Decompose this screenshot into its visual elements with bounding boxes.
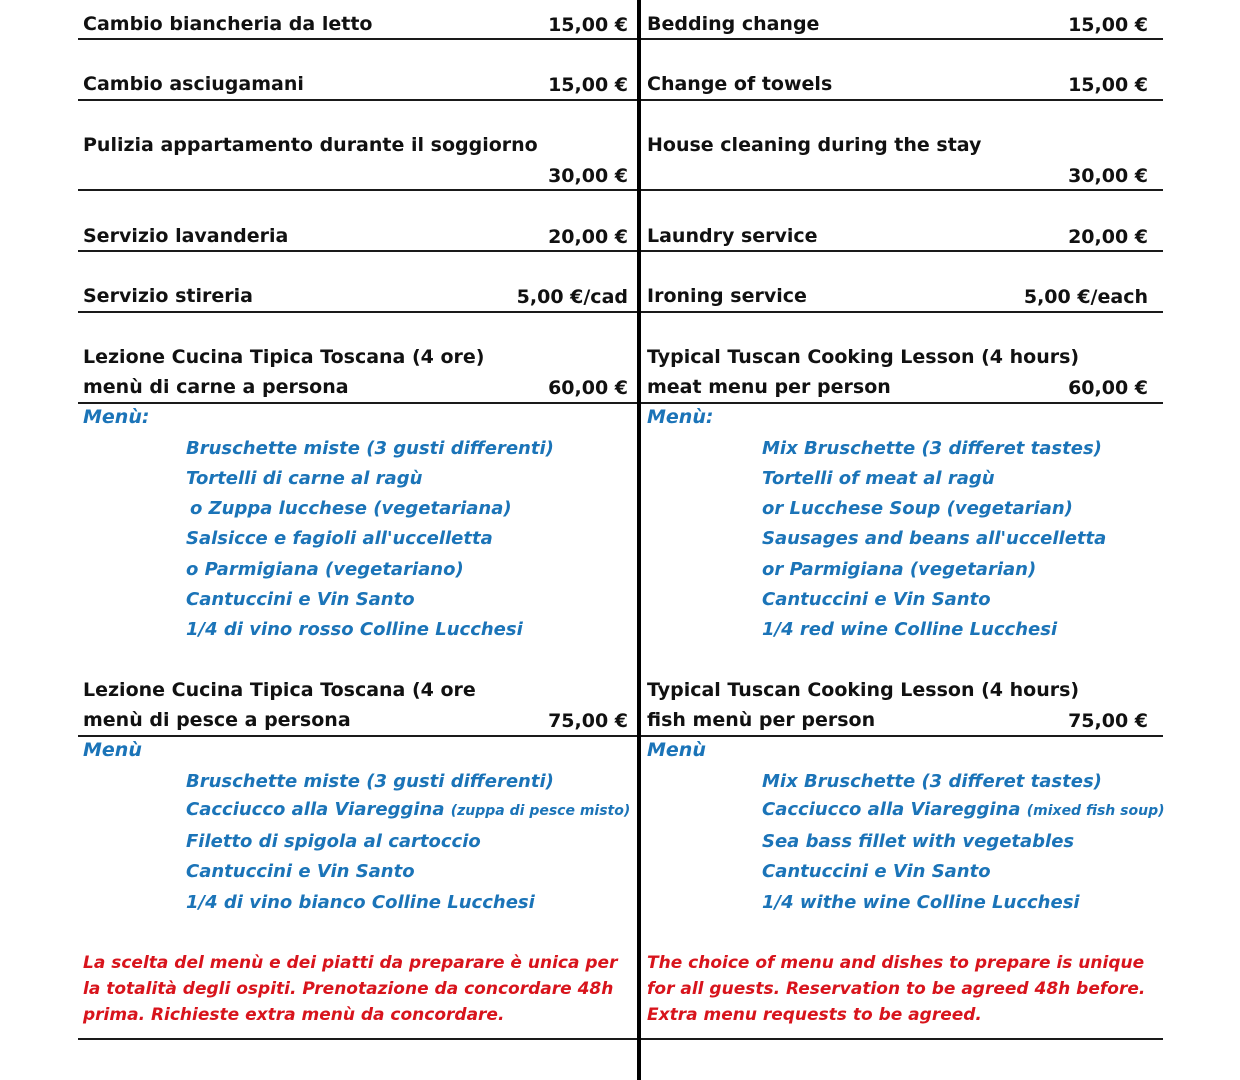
row-divider [641,735,1163,737]
towels-label-it: Cambio asciugamani [83,73,304,95]
fish-lesson-sub-it: menù di pesce a persona [83,709,351,731]
row-divider [78,1038,637,1040]
laundry-price-en: 20,00 € [1068,226,1148,248]
menu-item: Filetto di spigola al cartoccio [186,831,481,852]
row-divider [641,38,1163,40]
meat-lesson-price-it: 60,00 € [548,377,628,399]
menu-item: Sausages and beans all'uccelletta [762,528,1107,549]
menu-item-text: Cacciucco alla Viareggina [762,799,1021,820]
row-divider [78,38,637,40]
meat-lesson-sub-it: menù di carne a persona [83,376,349,398]
note-it: La scelta del menù e dei piatti da preparare è unica per la totalità degli ospiti. Prenotazione da concordare 48h prima. Richieste extra menù da concordare. [83,953,618,1025]
row-divider [641,250,1163,252]
row-divider [641,1038,1163,1040]
cleaning-label-en: House cleaning during the stay [647,134,982,156]
menu-item: 1/4 di vino bianco Colline Lucchesi [186,892,535,913]
bedding-label-it: Cambio biancheria da letto [83,13,373,35]
laundry-label-en: Laundry service [647,225,818,247]
row-divider [78,402,637,404]
laundry-price-it: 20,00 € [548,226,628,248]
laundry-label-it: Servizio lavanderia [83,225,289,247]
row-divider [78,189,637,191]
note-en: The choice of menu and dishes to prepare is unique for all guests. Reservation to be agreed 48h before. Extra menu requests to be agreed. [647,953,1146,1025]
menu-item: 1/4 withe wine Colline Lucchesi [762,892,1080,913]
fish-lesson-title-it: Lezione Cucina Tipica Toscana (4 ore [83,679,476,701]
bedding-price-en: 15,00 € [1068,14,1148,36]
meat-lesson-sub-en: meat menu per person [647,376,891,398]
menu-item [186,798,630,823]
menu-item: Tortelli di carne al ragù [186,468,423,489]
towels-price-en: 15,00 € [1068,74,1148,96]
cleaning-price-en: 30,00 € [1068,165,1148,187]
menu-item: 1/4 red wine Colline Lucchesi [762,619,1058,640]
cleaning-label-it: Pulizia appartamento durante il soggiorno [83,134,538,156]
menu-item-note: (mixed fish soup) [1026,803,1165,819]
fish-lesson-price-en: 75,00 € [1068,710,1148,732]
column-divider [637,0,641,1080]
menu-item: Bruschette miste (3 gusti differenti) [186,438,554,459]
fish-menu-label-en: Menù [647,739,706,761]
fish-menu-label-it: Menù [83,739,142,761]
menu-item: Salsicce e fagioli all'uccelletta [186,528,493,549]
menu-item: or Lucchese Soup (vegetarian) [762,498,1073,519]
menu-item: o Zuppa lucchese (vegetariana) [190,498,512,519]
ironing-label-en: Ironing service [647,285,807,307]
meat-lesson-price-en: 60,00 € [1068,377,1148,399]
menu-item: Sea bass fillet with vegetables [762,831,1075,852]
menu-item: 1/4 di vino rosso Colline Lucchesi [186,619,523,640]
menu-item: o Parmigiana (vegetariano) [186,559,464,580]
menu-item: Cantuccini e Vin Santo [186,589,415,610]
ironing-label-it: Servizio stireria [83,285,253,307]
row-divider [78,311,637,313]
menu-item [762,798,1165,823]
menu-item: Mix Bruschette (3 differet tastes) [762,771,1102,792]
menu-item: Bruschette miste (3 gusti differenti) [186,771,554,792]
menu-item: Tortelli of meat al ragù [762,468,995,489]
row-divider [641,402,1163,404]
meat-menu-label-en: Menù: [647,406,714,428]
row-divider [641,311,1163,313]
menu-item: Cantuccini e Vin Santo [762,589,991,610]
fish-lesson-price-it: 75,00 € [548,710,628,732]
menu-item-text: Cacciucco alla Viareggina [186,799,445,820]
row-divider [641,99,1163,101]
fish-lesson-sub-en: fish menù per person [647,709,876,731]
ironing-price-it: 5,00 €/cad [516,286,628,308]
menu-item: or Parmigiana (vegetarian) [762,559,1037,580]
towels-label-en: Change of towels [647,73,833,95]
fish-lesson-title-en: Typical Tuscan Cooking Lesson (4 hours) [647,679,1080,701]
row-divider [78,735,637,737]
menu-item-note: (zuppa di pesce misto) [450,803,631,819]
row-divider [641,189,1163,191]
ironing-price-en: 5,00 €/each [1023,286,1148,308]
row-divider [78,99,637,101]
menu-item: Mix Bruschette (3 differet tastes) [762,438,1102,459]
meat-lesson-title-it: Lezione Cucina Tipica Toscana (4 ore) [83,346,485,368]
menu-item: Cantuccini e Vin Santo [762,861,991,882]
towels-price-it: 15,00 € [548,74,628,96]
bedding-price-it: 15,00 € [548,14,628,36]
menu-item: Cantuccini e Vin Santo [186,861,415,882]
meat-lesson-title-en: Typical Tuscan Cooking Lesson (4 hours) [647,346,1080,368]
meat-menu-label-it: Menù: [83,406,150,428]
bedding-label-en: Bedding change [647,13,820,35]
row-divider [78,250,637,252]
cleaning-price-it: 30,00 € [548,165,628,187]
